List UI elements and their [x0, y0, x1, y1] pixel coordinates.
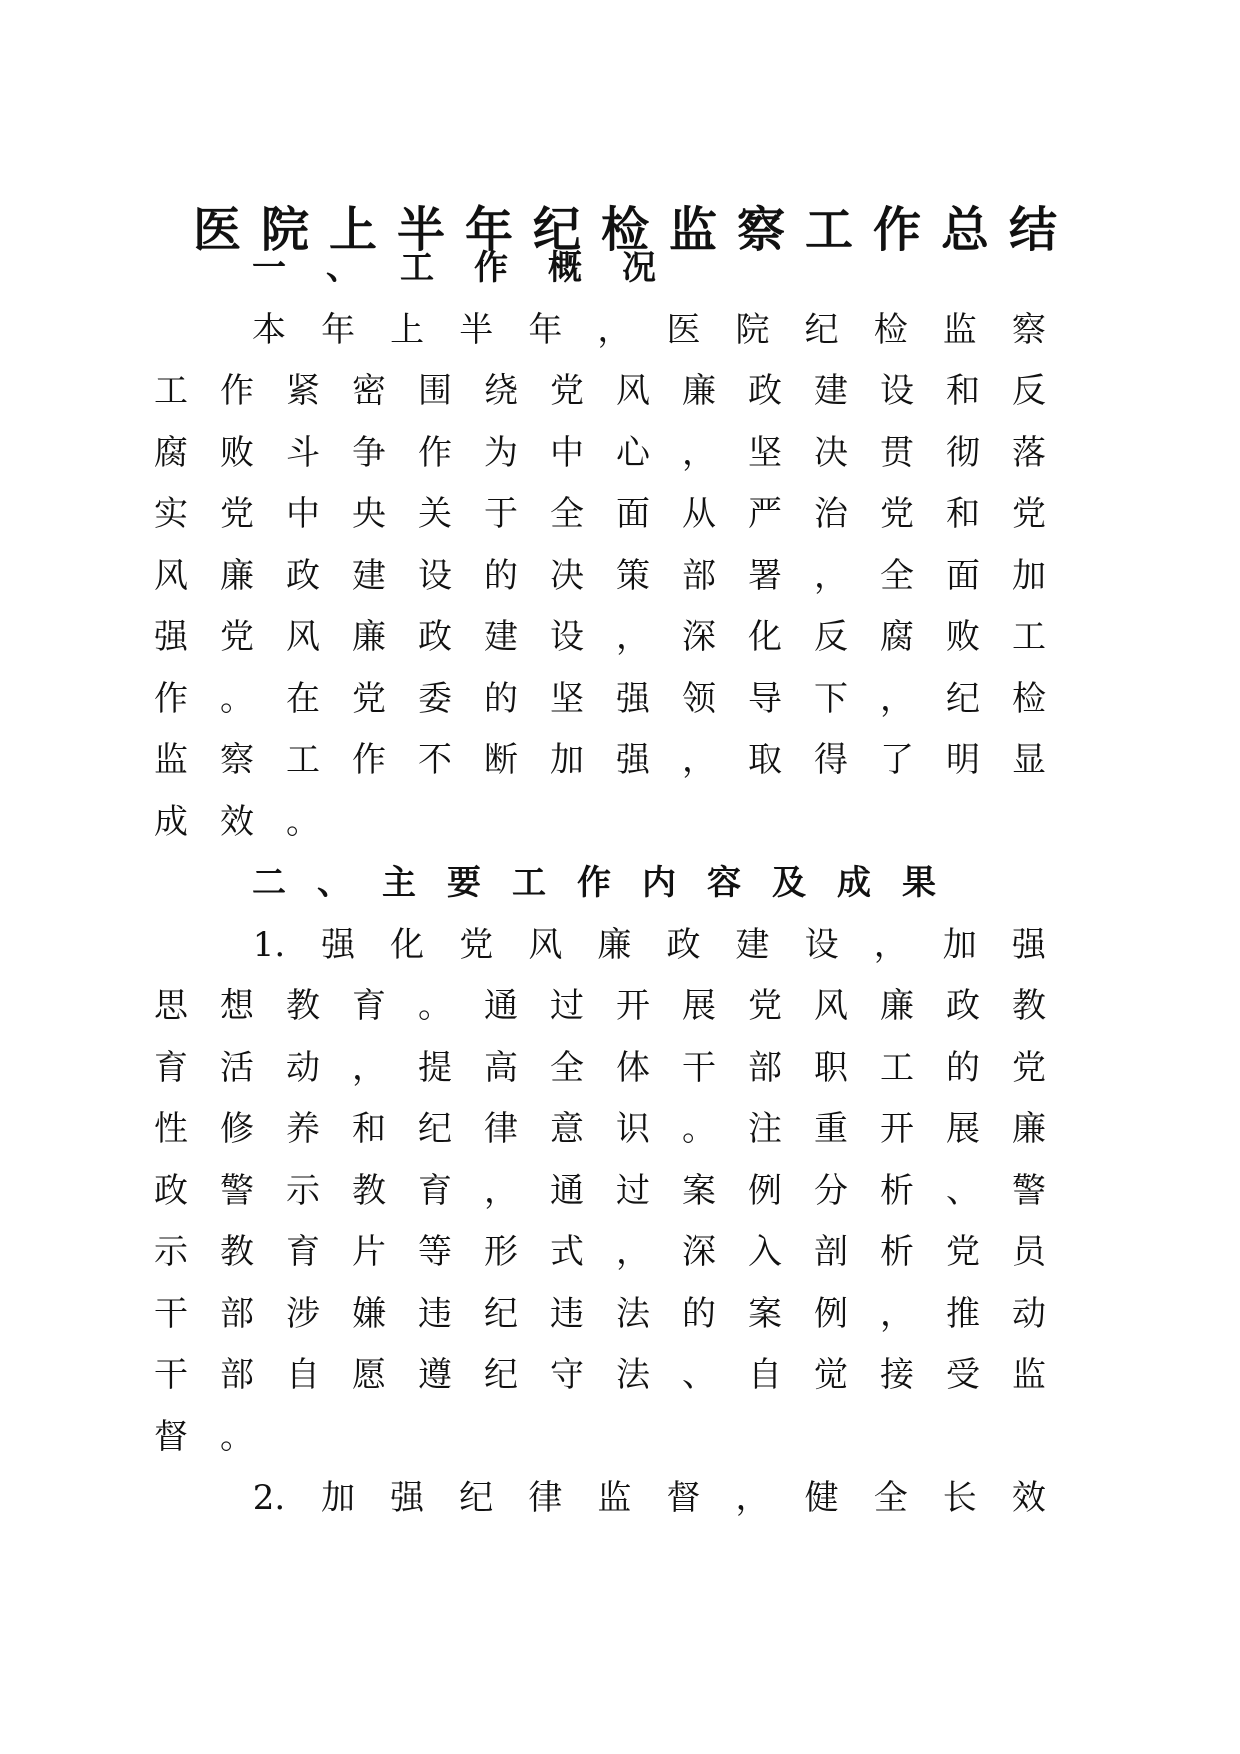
- paragraph-line: 强 党 风 廉 政 建 设 ， 深 化 反 腐 败 工: [154, 617, 1046, 657]
- paragraph-line: 干 部 涉 嫌 违 纪 违 法 的 案 例 ， 推 动: [154, 1293, 1046, 1334]
- section-heading: 二 、 主 要 工 作 内 容 及 成 果: [252, 863, 936, 903]
- paragraph-line: 育 活 动 ， 提 高 全 体 干 部 职 工 的 党: [154, 1047, 1046, 1088]
- paragraph-line: 干 部 自 愿 遵 纪 守 法 、 自 觉 接 受 监: [154, 1355, 1046, 1395]
- paragraph-line: 工 作 紧 密 围 绕 党 风 廉 政 建 设 和 反: [154, 371, 1046, 411]
- paragraph-line: 作 。 在 党 委 的 坚 强 领 导 下 ， 纪 检: [154, 678, 1046, 719]
- paragraph-line: 实 党 中 央 关 于 全 面 从 严 治 党 和 党: [154, 494, 1046, 534]
- paragraph-line: 政 警 示 教 育 ， 通 过 案 例 分 析 、 警: [154, 1170, 1046, 1211]
- paragraph-line: 腐 败 斗 争 作 为 中 心 ， 坚 决 贯 彻 落: [154, 432, 1046, 473]
- document-title: 医院上半年纪检监察工作总结: [192, 202, 1077, 258]
- paragraph-line: 思 想 教 育 。 通 过 开 展 党 风 廉 政 教: [154, 986, 1046, 1026]
- document-body: [154, 238, 1046, 1530]
- paragraph-line: 1. 强 化 党 风 廉 政 建 设 ， 加 强: [252, 924, 1046, 965]
- paragraph-line: 监 察 工 作 不 断 加 强 ， 取 得 了 明 显: [154, 740, 1046, 780]
- paragraph-line: 风 廉 政 建 设 的 决 策 部 署 ， 全 面 加: [154, 555, 1046, 596]
- paragraph-line: 2. 加 强 纪 律 监 督 ， 健 全 长 效: [252, 1478, 1046, 1518]
- section-heading: 一 、 工 作 概 况: [252, 248, 656, 288]
- paragraph-line: 本 年 上 半 年 ， 医 院 纪 检 监 察: [252, 309, 1046, 350]
- paragraph-line: 示 教 育 片 等 形 式 ， 深 入 剖 析 党 员: [154, 1232, 1046, 1272]
- paragraph-line: 性 修 养 和 纪 律 意 识 。 注 重 开 展 廉: [154, 1109, 1046, 1149]
- paragraph-line: 督 。: [154, 1416, 254, 1457]
- paragraph-line: 成 效 。: [154, 801, 320, 842]
